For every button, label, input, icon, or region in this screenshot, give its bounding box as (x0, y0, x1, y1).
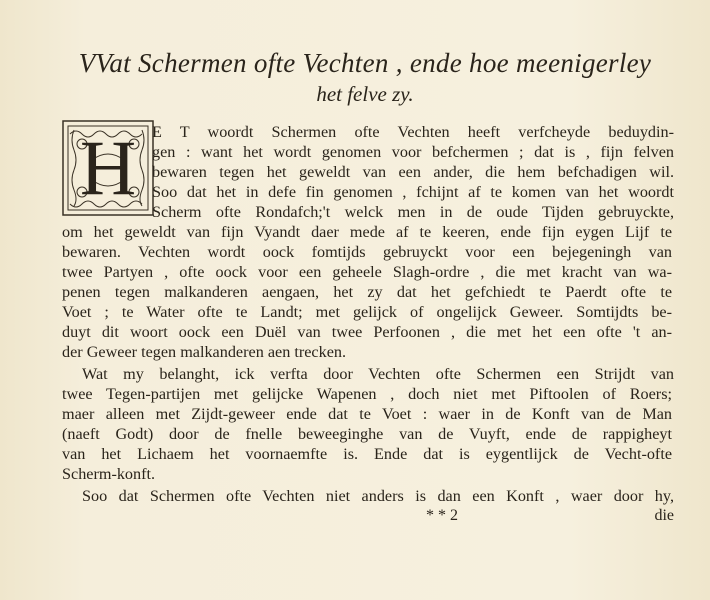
initial-letter: H (79, 124, 137, 211)
text-line: Scherm-konft. (62, 465, 156, 483)
text-line: om het geweldt van fijn Vyandt daer mede af te keeren, ende fijn eygen Lijf te (62, 223, 672, 241)
text-line: der Geweer tegen malkanderen aen trecken. (62, 343, 347, 361)
text-line: (naeft Godt) door de fnelle beweeginghe van de Vuyft, ende de rappigheyt (62, 425, 672, 443)
text-line: bewaren. Vechten wordt oock fomtijds gebruyckt voor een bejegeningh van (62, 243, 672, 261)
text-line: van het Lichaem het voornaemfte is. Ende dat is eygentlijck de Vecht-ofte (62, 445, 672, 463)
text-line: Voet ; te Water ofte te Landt; met gelijck of ongelijck Geweer. Somtijdts be- (62, 303, 672, 321)
text-line: bewaren tegen het geweldt van een ander, die hem befchadigen wil. (152, 163, 674, 181)
text-line: Scherm ofte Rondafch;'t welck men in de oude Tijden gebruyckte, (152, 203, 674, 221)
text-line: gen : want het wordt genomen voor befchermen ; dat is , fijn felven (152, 143, 674, 161)
text-line: maer alleen met Zijdt-geweer ende dat te Voet : waer in de Konft van de Man (62, 405, 672, 423)
chapter-title: VVat Schermen ofte Vechten , ende hoe meenigerley (78, 48, 652, 78)
text-line: Soo dat Schermen ofte Vechten niet anders is dan een Konft , waer door hy, (82, 487, 674, 505)
text-line: Soo dat het in defe fin genomen , fchijnt af te komen van het woordt (152, 183, 674, 201)
chapter-subtitle: het felve zy. (316, 82, 414, 106)
signature-mark: * * 2 (426, 507, 458, 524)
text-line: penen tegen malkanderen aengaen, het zy dat het gefchiedt te Paerdt ofte te (62, 283, 672, 301)
text-line: twee Partyen , ofte oock voor een geheele Slagh-ordre , die met kracht van wa- (62, 263, 672, 281)
text-line: E T woordt Schermen ofte Vechten heeft verfcheyde beduydin- (152, 123, 674, 141)
text-line: duyt dit woort oock een Duël van twee Perfoonen , die met het een ofte 't an- (62, 323, 672, 341)
text-line: Wat my belanght, ick verfta door Vechten ofte Schermen een Strijdt van (82, 365, 674, 383)
text-line: twee Tegen-partijen met gelijcke Wapenen , doch niet met Piftoolen of Roers; (62, 385, 672, 403)
decorated-initial (62, 120, 154, 216)
page-footer (62, 507, 674, 529)
catchword: die (654, 507, 674, 524)
